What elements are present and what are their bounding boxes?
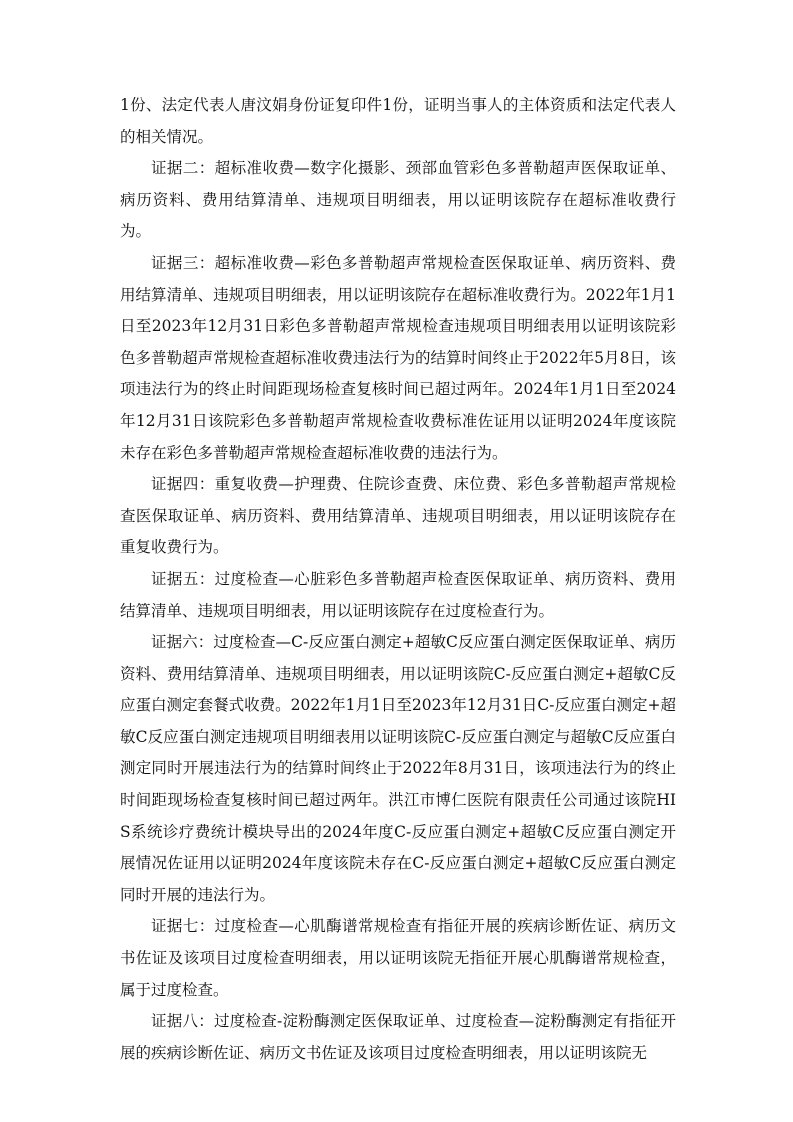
paragraph-evidence-eight: 证据八：过度检查-淀粉酶测定医保取证单、过度检查—淀粉酶测定有指征开展的疾病诊断佐证、病历文书佐证及该项目过度检查明细表，用以证明该院无 <box>120 1012 676 1062</box>
paragraph-evidence-seven: 证据七：过度检查—心肌酶谱常规检查有指征开展的疾病诊断佐证、病历文书佐证及该项目过度检查明细表，用以证明该院无指征开展心肌酶谱常规检查，属于过度检查。 <box>120 917 676 999</box>
document-body <box>120 90 676 1069</box>
paragraph-evidence-three: 证据三：超标准收费—彩色多普勒超声常规检查医保取证单、病历资料、费用结算清单、违规项目明细表，用以证明该院存在超标准收费行为。2022年1月1日至2023年12月31日彩色多普勒超声常规检查违规项目明细表用以证明该院彩色多普勒超声常规检查超标准收费违法行为的结算时间终止于2022年5月8日，该项违法行为的终止时间距现场检查复核时间已超过两年。2024年1月1日至2024年12月31日该院彩色多普勒超声常规检查收费标准佐证用以证明2024年度该院未存在彩色多普勒超声常规检查超标准收费的违法行为。 <box>120 253 676 462</box>
paragraph-evidence-four: 证据四：重复收费—护理费、住院诊查费、床位费、彩色多普勒超声常规检查医保取证单、病历资料、费用结算清单、违规项目明细表，用以证明该院存在重复收费行为。 <box>120 475 676 557</box>
paragraph-evidence-six: 证据六：过度检查—C-反应蛋白测定+超敏C反应蛋白测定医保取证单、病历资料、费用结算清单、违规项目明细表，用以证明该院C-反应蛋白测定+超敏C反应蛋白测定套餐式收费。2022年1月1日至2023年12月31日C-反应蛋白测定+超敏C反应蛋白测定违规项目明细表用以证明该院C-反应蛋白测定与超敏C反应蛋白测定同时开展违法行为的结算时间终止于2022年8月31日，该项违法行为的终止时间距现场检查复核时间已超过两年。洪江市博仁医院有限责任公司通过该院HIS系统诊疗费统计模块导出的2024年度C-反应蛋白测定+超敏C反应蛋白测定开展情况佐证用以证明2024年度该院未存在C-反应蛋白测定+超敏C反应蛋白测定同时开展的违法行为。 <box>120 633 676 904</box>
paragraph-evidence-one-continued: 1份、法定代表人唐汶娟身份证复印件1份，证明当事人的主体资质和法定代表人的相关情况。 <box>120 96 676 146</box>
paragraph-evidence-two: 证据二：超标准收费—数字化摄影、颈部血管彩色多普勒超声医保取证单、病历资料、费用结算清单、违规项目明细表，用以证明该院存在超标准收费行为。 <box>120 159 676 241</box>
paragraph-evidence-five: 证据五：过度检查—心脏彩色多普勒超声检查医保取证单、病历资料、费用结算清单、违规项目明细表，用以证明该院存在过度检查行为。 <box>120 569 676 620</box>
